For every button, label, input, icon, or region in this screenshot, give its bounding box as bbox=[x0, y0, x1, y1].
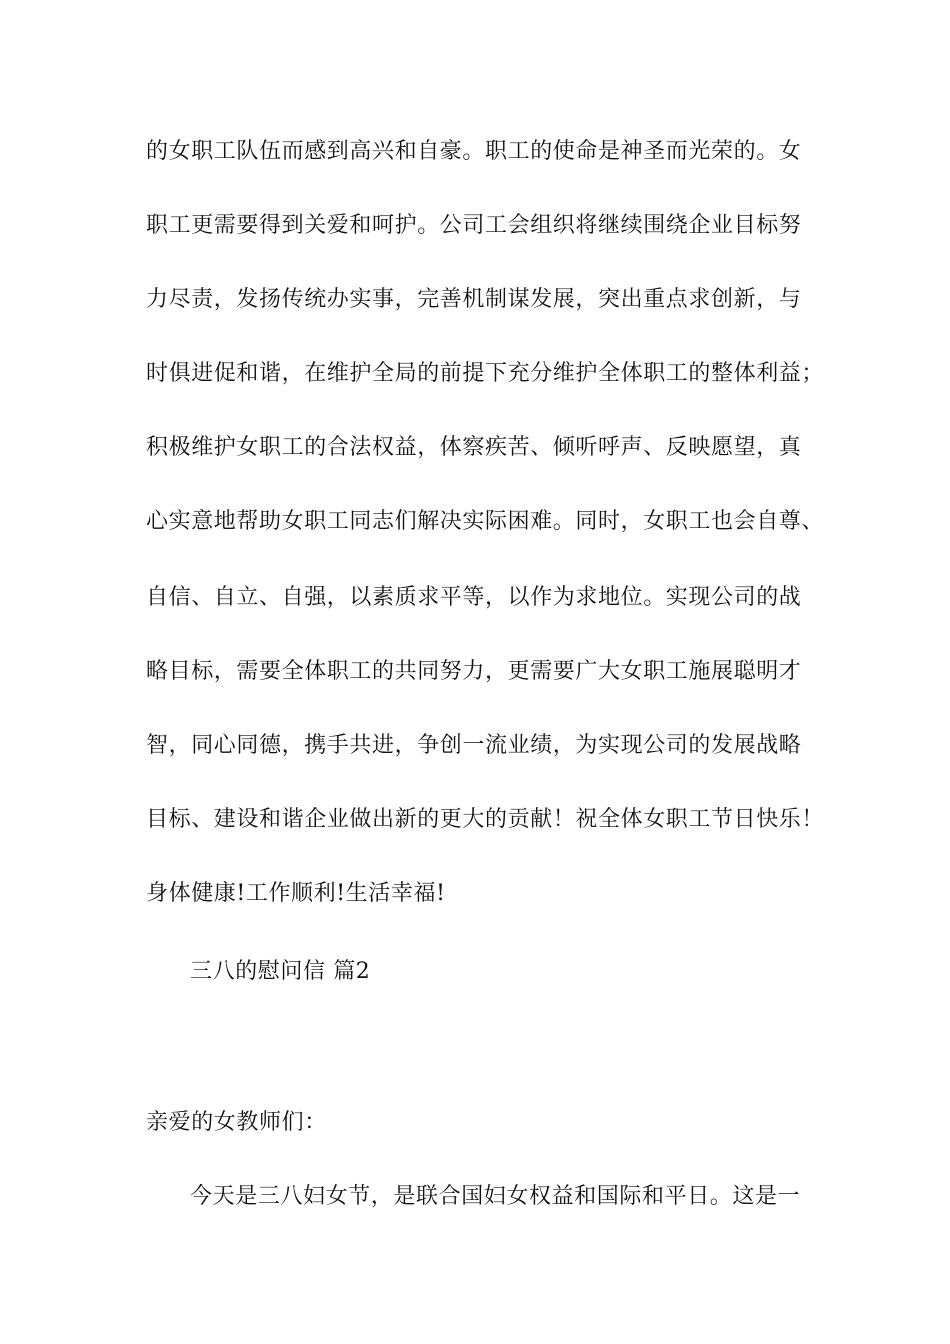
paragraph-line: 今天是三八妇女节，是联合国妇女权益和国际和平日。这是一 bbox=[190, 1184, 801, 1209]
paragraph-line: 身体健康!工作顺利!生活幸福! bbox=[146, 881, 446, 906]
paragraph-line: 职工更需要得到关爱和呵护。公司工会组织将继续围绕企业目标努 bbox=[146, 213, 802, 238]
section-heading: 三八的慰问信 篇2 bbox=[190, 959, 371, 984]
paragraph-line: 目标、建设和谐企业做出新的更大的贡献！祝全体女职工节日快乐！ bbox=[146, 807, 825, 832]
paragraph-line: 的女职工队伍而感到高兴和自豪。职工的使命是神圣而光荣的。女 bbox=[146, 139, 802, 164]
paragraph-line: 智，同心同德，携手共进，争创一流业绩，为实现公司的发展战略 bbox=[146, 733, 802, 758]
paragraph-line: 时俱进促和谐，在维护全局的前提下充分维护全体职工的整体利益； bbox=[146, 361, 825, 386]
paragraph-line: 略目标，需要全体职工的共同努力，更需要广大女职工施展聪明才 bbox=[146, 659, 802, 684]
salutation: 亲爱的女教师们： bbox=[146, 1110, 327, 1135]
paragraph-line: 力尽责，发扬传统办实事，完善机制谋发展，突出重点求创新，与 bbox=[146, 287, 802, 312]
paragraph-line: 自信、自立、自强，以素质求平等，以作为求地位。实现公司的战 bbox=[146, 585, 802, 610]
paragraph-line: 心实意地帮助女职工同志们解决实际困难。同时，女职工也会自尊、 bbox=[146, 509, 825, 534]
paragraph-line: 积极维护女职工的合法权益，体察疾苦、倾听呼声、反映愿望，真 bbox=[146, 435, 802, 460]
